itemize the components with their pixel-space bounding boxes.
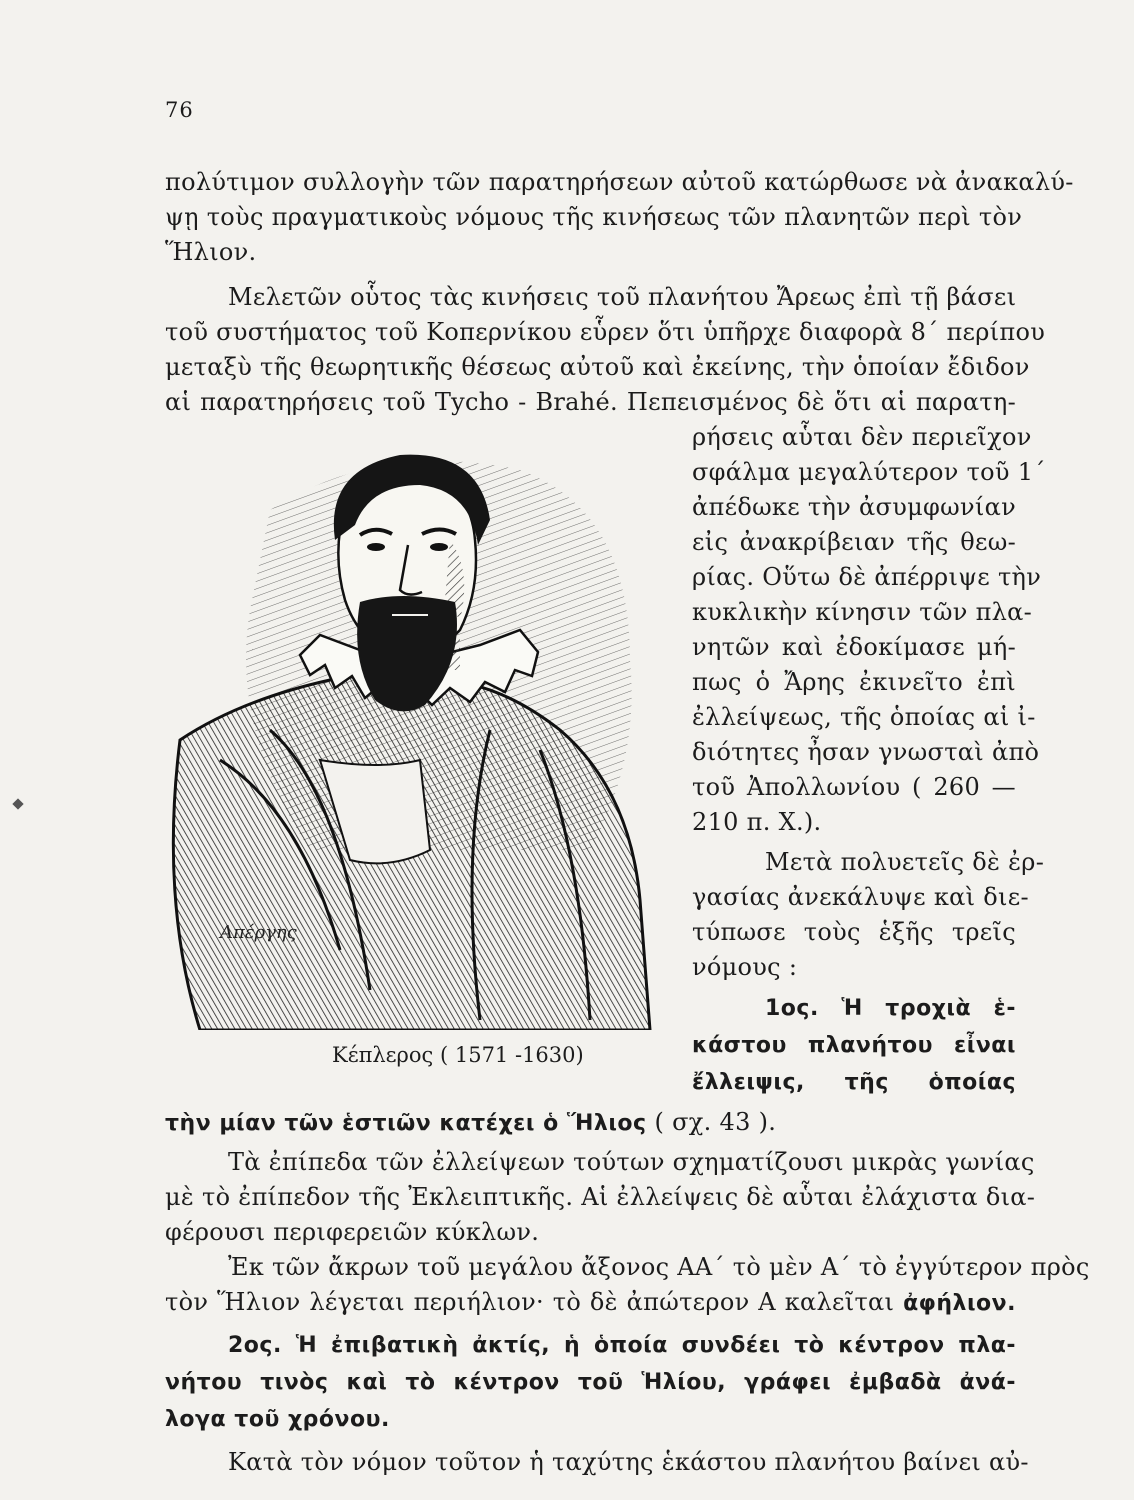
text-line: μὲ τὸ ἐπίπεδον τῆς Ἐκλειπτικῆς. Αἱ ἐλλείψεις δὲ αὗται ἐλάχιστα δια-	[165, 1183, 1036, 1211]
text-line: πως ὁ Ἄρης ἐκινεῖτο ἐπὶ	[692, 668, 1016, 696]
text-line: κυκλικὴν κίνησιν τῶν πλα-	[692, 598, 1033, 626]
text-line: λογα τοῦ χρόνου.	[165, 1407, 390, 1432]
text-line: Κατὰ τὸν νόμον τοῦτον ἡ ταχύτης ἑκάστου πλανήτου βαίνει αὐ-	[228, 1448, 1029, 1476]
text-line: φέρουσι περιφερειῶν κύκλων.	[165, 1218, 540, 1246]
bold-phrase: τὴν μίαν τῶν ἑστιῶν κατέχει ὁ Ἥλιος	[165, 1111, 647, 1136]
text-line: ἔλλειψις, τῆς ὁποίας	[692, 1070, 1016, 1095]
page-number: 76	[165, 98, 194, 122]
text-line: ρήσεις αὗται δὲν περιεῖχον	[692, 423, 1032, 451]
text-line: 210 π. Χ.).	[692, 808, 822, 836]
text-line: Μετὰ πολυετεῖς δὲ ἐρ-	[765, 848, 1045, 876]
text-line: 2ος. Ἡ ἐπιβατικὴ ἀκτίς, ἡ ὁποία συνδέει τὸ κέντρον πλα-	[228, 1333, 1016, 1358]
text-line	[165, 1290, 1016, 1315]
text-line: Ἐκ τῶν ἄκρων τοῦ μεγάλου ἄξονος ΑΑ΄ τὸ μὲν Α΄ τὸ ἐγγύτερον πρὸς	[228, 1253, 1090, 1281]
text-line: ρίας. Οὕτω δὲ ἀπέρριψε τὴν	[692, 563, 1042, 591]
text-line: μεταξὺ τῆς θεωρητικῆς θέσεως αὐτοῦ καὶ ἐκείνης, τὴν ὁποίαν ἔδιδον	[165, 353, 1030, 381]
text-line: τύπωσε τοὺς ἑξῆς τρεῖς	[692, 918, 1016, 946]
text-span: τὸν Ἥλιον λέγεται περιήλιον· τὸ δὲ ἀπώτερον Α καλεῖται	[165, 1288, 904, 1316]
text-line: Τὰ ἐπίπεδα τῶν ἐλλείψεων τούτων σχηματίζουσι μικρὰς γωνίας	[228, 1148, 1035, 1176]
text-line: κάστου πλανήτου εἶναι	[692, 1033, 1016, 1058]
text-span: ( σχ. 43 ).	[646, 1108, 777, 1136]
text-line: πολύτιμον συλλογὴν τῶν παρατηρήσεων αὐτοῦ κατώρθωσε νὰ ἀνακαλύ-	[165, 168, 1074, 196]
text-line: ψῃ τοὺς πραγματικοὺς νόμους τῆς κινήσεως τῶν πλανητῶν περὶ τὸν	[165, 203, 1023, 231]
text-line	[165, 1110, 1016, 1135]
portrait-engraving-icon	[160, 430, 680, 1030]
text-line: αἱ παρατηρήσεις τοῦ Tycho - Brahé. Πεπεισμένος δὲ ὅτι αἱ παρατη-	[165, 388, 1016, 416]
text-line: σφάλμα μεγαλύτερον τοῦ 1΄	[692, 458, 1046, 486]
text-line: τοῦ συστήματος τοῦ Κοπερνίκου εὗρεν ὅτι ὑπῆρχε διαφορὰ 8΄ περίπου	[165, 318, 1046, 346]
text-line: γασίας ἀνεκάλυψε καὶ διε-	[692, 883, 1029, 911]
text-line: νήτου τινὸς καὶ τὸ κέντρον τοῦ Ἡλίου, γράφει ἐμβαδὰ ἀνά-	[165, 1370, 1016, 1395]
text-line: ἐλλείψεως, τῆς ὁποίας αἱ ἰ-	[692, 703, 1036, 731]
margin-mark-icon	[12, 798, 23, 809]
text-line: Ἥλιον.	[165, 238, 257, 266]
figure-caption: Κέπλερος ( 1571 -1630)	[332, 1043, 584, 1067]
text-line: νητῶν καὶ ἐδοκίμασε μή-	[692, 633, 1016, 661]
text-line: διότητες ἦσαν γνωσταὶ ἀπὸ	[692, 738, 1040, 766]
text-line: Μελετῶν οὗτος τὰς κινήσεις τοῦ πλανήτου Ἄρεως ἐπὶ τῇ βάσει	[228, 283, 1017, 311]
bold-phrase: ἀφήλιον.	[903, 1291, 1016, 1316]
text-line: νόμους :	[692, 953, 798, 981]
text-line: εἰς ἀνακρίβειαν τῆς θεω-	[692, 528, 1016, 556]
text-line: 1ος. Ἡ τροχιὰ ἑ-	[765, 996, 1016, 1021]
text-line: ἀπέδωκε τὴν ἀσυμφωνίαν	[692, 493, 1016, 521]
artist-signature: Απέργης	[220, 922, 297, 943]
text-line: τοῦ Ἀπολλωνίου ( 260 —	[692, 773, 1016, 801]
